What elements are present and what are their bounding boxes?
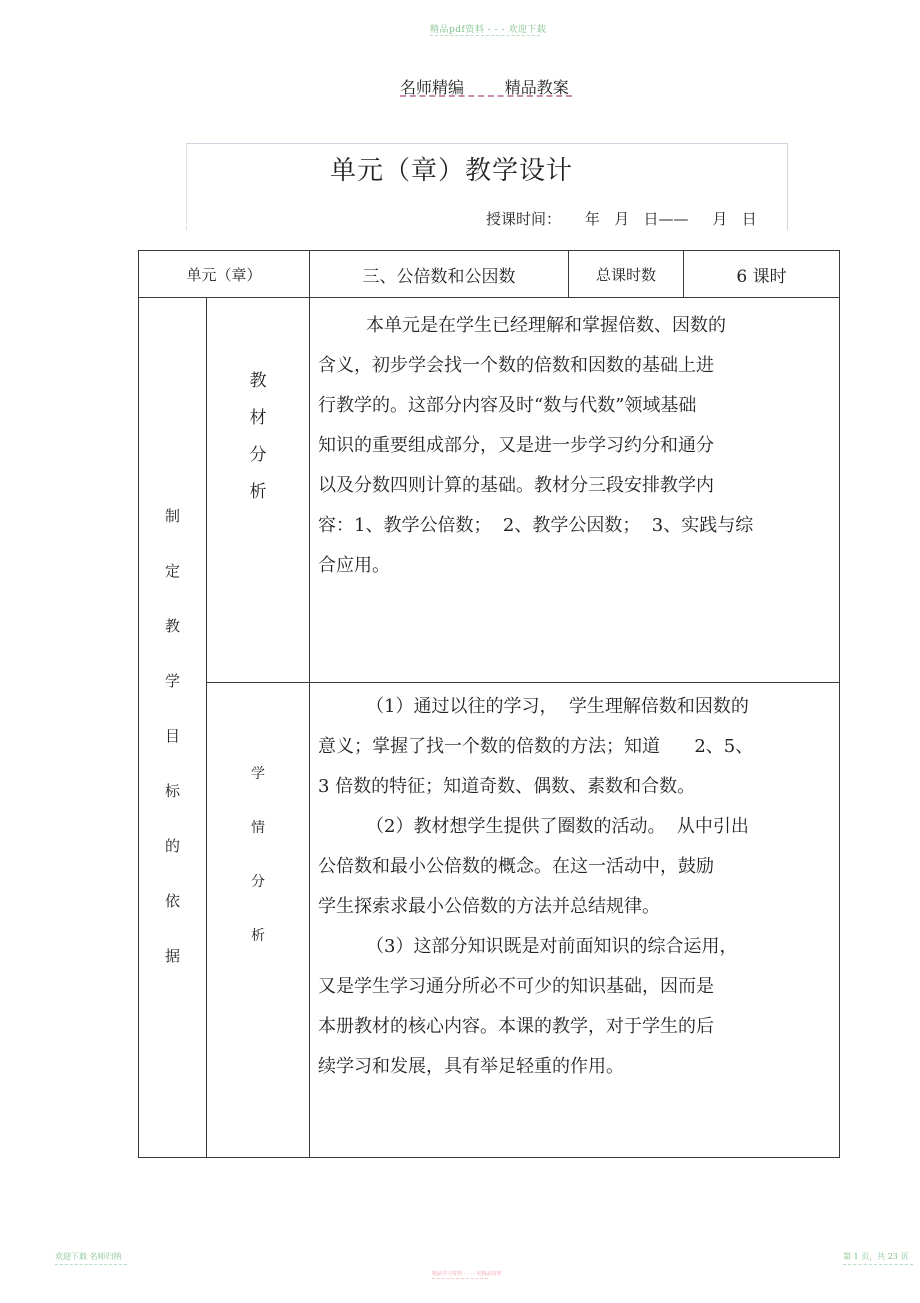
date-month-end: 月 (712, 210, 728, 228)
date-label: 授课时间： (486, 210, 562, 228)
side-char: 定 (164, 562, 180, 580)
text-line: （2）教材想学生提供了圈数的活动。 从中引出 (366, 816, 749, 837)
side-char: 依 (164, 892, 180, 910)
student-analysis-content (310, 683, 840, 1158)
header-divider (400, 95, 572, 97)
side-char: 教 (164, 617, 180, 635)
hours-value-cell: 6 课时 (684, 251, 840, 298)
text-line: 又是学生学习通分所必不可少的知识基础，因而是 (318, 976, 714, 997)
footer-right-divider (843, 1264, 913, 1265)
side-label (139, 489, 206, 966)
section-label-cell-students (207, 683, 310, 1158)
text-line: 以及分数四则计算的基础。教材分三段安排教学内 (318, 475, 714, 496)
text-line: 本册教材的核心内容。本课的教学，对于学生的后 (318, 1016, 714, 1037)
footer-center-divider (432, 1278, 488, 1279)
text-line: 公倍数和最小公倍数的概念。在这一活动中，鼓励 (318, 856, 714, 877)
date-year: 年 (584, 210, 600, 228)
text-line: 3 倍数的特征；知道奇数、偶数、素数和合数。 (318, 776, 696, 797)
unit-design-table (138, 250, 840, 1158)
side-char: 学 (164, 672, 180, 690)
top-watermark: 精品pdf资料 - - - 欢迎下载 (430, 25, 547, 35)
side-char: 制 (164, 507, 180, 525)
unit-label-cell: 单元（章） (139, 251, 310, 298)
section-label-materials (207, 366, 309, 502)
label-char: 教 (249, 371, 267, 391)
footer-left-divider (55, 1264, 127, 1265)
lesson-date (486, 208, 757, 229)
text-line: 学生探索求最小公倍数的方法并总结规律。 (318, 896, 660, 917)
text-line: 本单元是在学生已经理解和掌握倍数、因数的 (366, 315, 726, 336)
label-char: 情 (251, 820, 265, 836)
label-char: 析 (249, 482, 267, 502)
text-line: 行教学的。这部分内容及时“数与代数”领域基础 (318, 395, 697, 416)
text-line: 含义，初步学会找一个数的倍数和因数的基础上进 (318, 355, 714, 376)
label-char: 分 (251, 874, 265, 890)
date-month: 月 (614, 210, 630, 228)
text-line: 合应用。 (318, 555, 390, 576)
header-right: 精品教案 (504, 78, 569, 97)
top-watermark-divider (430, 35, 540, 36)
section-label-cell-materials (207, 298, 310, 683)
label-char: 析 (251, 928, 265, 944)
text-line: 容：1、教学公倍数； 2、教学公因数； 3、实践与综 (318, 515, 754, 536)
page-title: 单元（章）教学设计 (330, 156, 574, 186)
label-char: 学 (251, 766, 265, 782)
text-line: （1）通过以往的学习， 学生理解倍数和因数的 (366, 696, 749, 717)
unit-value-cell: 三、公倍数和公因数 (310, 251, 569, 298)
text-line: （3）这部分知识既是对前面知识的综合运用， (366, 936, 738, 957)
text-line: 意义；掌握了找一个数的倍数的方法；知道 2、5、 (318, 736, 754, 757)
side-label-cell (139, 298, 207, 1158)
side-char: 据 (164, 947, 180, 965)
label-char: 分 (249, 445, 267, 465)
table-row (139, 298, 840, 683)
page-number: 第 1 页，共 23 页 (843, 1252, 909, 1261)
date-day-range: 日—— (643, 210, 689, 228)
table-row (139, 683, 840, 1158)
side-char: 目 (164, 727, 180, 745)
text-line: 续学习和发展，具有举足轻重的作用。 (318, 1056, 624, 1077)
text-line: 知识的重要组成部分，又是进一步学习约分和通分 (318, 435, 714, 456)
side-char: 的 (164, 837, 180, 855)
footer-left-watermark: 欢迎下载 名师归纳 (55, 1252, 122, 1261)
header-left: 名师精编 (400, 78, 465, 97)
section-label-students (207, 763, 309, 945)
table-header-row (139, 251, 840, 298)
label-char: 材 (249, 408, 267, 428)
side-char: 标 (164, 782, 180, 800)
hours-label-cell: 总课时数 (569, 251, 684, 298)
materials-analysis-content (310, 298, 840, 683)
date-day-end: 日 (741, 210, 757, 228)
footer-center-watermark: 精品学习资料 - - - - 迎精品资料 (432, 1271, 502, 1277)
